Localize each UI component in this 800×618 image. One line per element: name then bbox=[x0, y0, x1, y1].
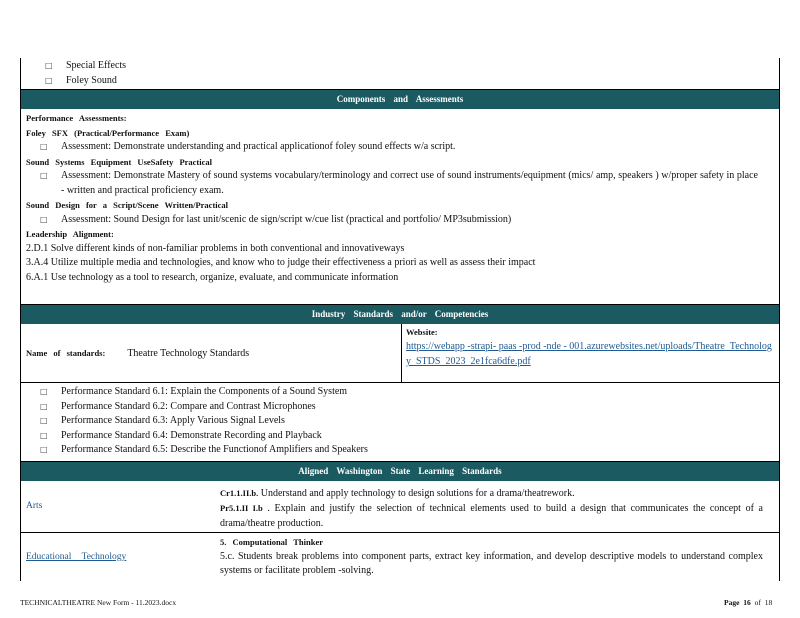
subject-cell bbox=[21, 533, 216, 581]
performance-label: Performance Assessments: bbox=[26, 113, 127, 123]
standard-line: 5.c. Students break problems into component parts, extract key information, and develop descriptive models to understand complex systems or facilitate problem -solving. bbox=[220, 550, 763, 576]
list-item: □ Special Effects bbox=[45, 60, 127, 71]
list-item: □ Foley Sound bbox=[45, 74, 117, 86]
bullet-icon: □ bbox=[45, 61, 53, 70]
standards-name: Theatre Technology Standards bbox=[127, 347, 250, 359]
name-label: Name of standards: bbox=[26, 348, 106, 358]
bullet-icon: □ bbox=[40, 171, 48, 180]
leadership-item: 2.D.1 Solve different kinds of non-familiar problems in both conventional and innovativeways bbox=[26, 242, 405, 254]
aligned-header: Aligned Washington State Learning Standards bbox=[21, 462, 779, 481]
footer-page-number: Page 16 of 18 bbox=[724, 598, 773, 607]
bullet-icon: □ bbox=[40, 387, 48, 396]
assessment-group-label: Foley SFX (Practical/Performance Exam) bbox=[26, 127, 190, 138]
standards-name-cell bbox=[21, 324, 402, 382]
subject-link-educational-technology[interactable]: Educational Technology bbox=[26, 551, 127, 562]
standard-row-edtech bbox=[21, 533, 779, 581]
list-item: □ Assessment: Demonstrate Mastery of sound systems vocabulary/terminology and correct use of sound instruments/equipment (mics/ amp, speakers ) w/proper safety in place - written and practical proficiency exam. bbox=[40, 170, 758, 196]
top-bullet-list bbox=[21, 58, 779, 90]
website-cell bbox=[402, 324, 779, 382]
subject-link-arts[interactable]: Arts bbox=[26, 501, 43, 512]
assessment-group-label: Sound Design for a Script/Scene Written/Practical bbox=[26, 200, 229, 210]
standard-line: Pr5.1.II I.b . Explain and justify the selection of technical elements used to build a design that communicates the concept of a drama/theatre production. bbox=[220, 503, 763, 529]
website-link[interactable]: https://webapp -strapi- paas -prod -nde - 001.azurewebsites.net/uploads/Theatre_Technology_STDS_2023_2e1fca6dfe.pdf bbox=[406, 341, 772, 367]
leadership-item: 3.A.4 Utilize multiple media and technologies, and know who to judge their effectiveness a priori as well as assess their impact bbox=[26, 257, 536, 268]
bullet-icon: □ bbox=[40, 445, 48, 454]
standards-name-row bbox=[21, 324, 779, 383]
website-label: Website: bbox=[406, 327, 438, 337]
standard-line: Cr1.1.II.b. Understand and apply technology to design solutions for a drama/theatrework. bbox=[220, 487, 575, 499]
standard-row-arts bbox=[21, 481, 779, 534]
bullet-icon: □ bbox=[45, 75, 53, 85]
list-item: □ Performance Standard 6.4: Demonstrate Recording and Playback bbox=[40, 429, 322, 441]
components-section bbox=[21, 109, 779, 305]
bullet-icon: □ bbox=[40, 416, 48, 425]
list-item: □ Assessment: Demonstrate understanding and practical applicationof foley sound effects w/a script. bbox=[40, 141, 456, 152]
list-item: □ Performance Standard 6.3: Apply Various Signal Levels bbox=[40, 415, 285, 426]
performance-standards-list bbox=[21, 383, 779, 462]
list-item: □ Performance Standard 6.2: Compare and Contrast Microphones bbox=[40, 400, 316, 412]
subject-cell bbox=[21, 481, 216, 533]
bullet-icon: □ bbox=[40, 401, 48, 411]
standard-text-cell bbox=[216, 533, 779, 581]
standard-heading: 5. Computational Thinker bbox=[220, 537, 324, 547]
footer-filename: TECHNICALTHEATRE New Form - 11.2023.docx bbox=[20, 598, 177, 607]
components-header: Components and Assessments bbox=[21, 90, 779, 109]
standard-text-cell bbox=[216, 481, 779, 533]
list-item: □ Performance Standard 6.5: Describe the Functionof Amplifiers and Speakers bbox=[40, 444, 368, 455]
industry-header: Industry Standards and/or Competencies bbox=[21, 305, 779, 324]
bullet-icon: □ bbox=[40, 214, 48, 224]
list-item: □ Performance Standard 6.1: Explain the Components of a Sound System bbox=[40, 386, 348, 397]
bullet-icon: □ bbox=[40, 430, 48, 440]
document-body bbox=[20, 58, 780, 581]
leadership-item: 6.A.1 Use technology as a tool to research, organize, evaluate, and communicate information bbox=[26, 271, 399, 283]
bullet-icon: □ bbox=[40, 142, 48, 151]
list-item: □ Assessment: Sound Design for last unit/scenic de sign/script w/cue list (practical and portfolio/ MP3submission) bbox=[40, 213, 512, 225]
assessment-group-label: Sound Systems Equipment UseSafety Practical bbox=[26, 156, 213, 167]
leadership-label: Leadership Alignment: bbox=[26, 229, 114, 239]
